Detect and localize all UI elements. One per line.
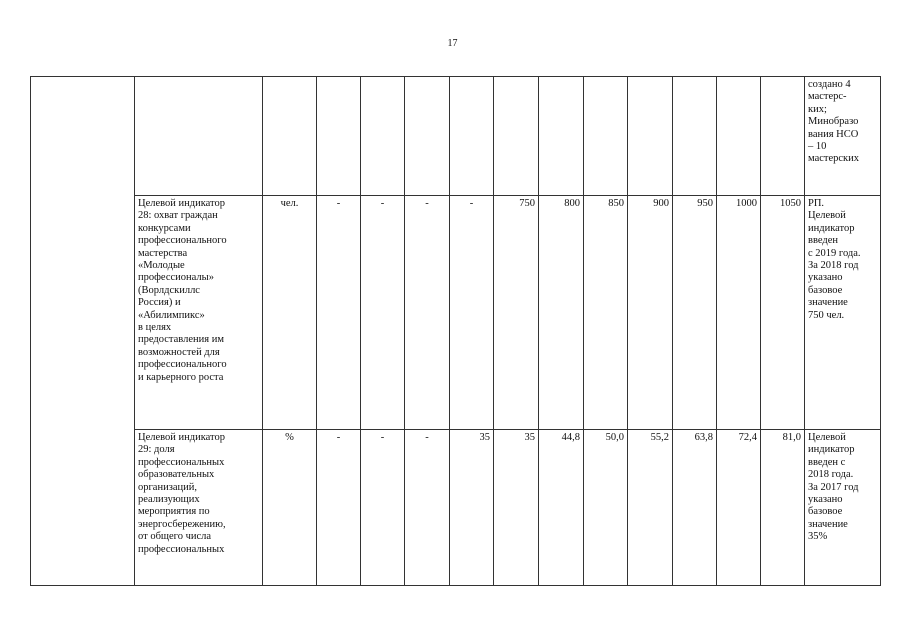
value-cell: - [405,430,450,586]
value-cell [673,77,717,196]
indicator-text-line: конкурсами [138,222,191,234]
indicator-text-line: мастерства [138,247,188,259]
value-cell: 800 [539,196,584,430]
value-cell [584,77,628,196]
note-text-line: с 2019 года. [808,247,861,259]
value-cell [405,77,450,196]
value-cell [539,77,584,196]
table-row [31,196,881,430]
value-cell: - [317,430,361,586]
value-cell: - [317,196,361,430]
value-cell [361,77,405,196]
note-text-line: индикатор [808,222,855,234]
value-cell [494,77,539,196]
value-cell: 1000 [717,196,761,430]
value-cell: 35 [494,430,539,586]
note-text-line: указано [808,272,843,284]
value-cell: 81,0 [761,430,805,586]
note-text-line: Целевой [808,210,846,222]
indicator-text-line: предоставления им [138,334,224,346]
indicator-text-line: 28: охват граждан [138,210,218,222]
value-cell: - [405,196,450,430]
value-cell: 1050 [761,196,805,430]
note-text-line: мастерс- [808,91,847,103]
note-text-line: индикатор [808,444,855,456]
value-cell [628,77,673,196]
indicator-text-line: организаций, [138,481,197,493]
note-text-line: значение [808,518,848,530]
value-cell: 750 [494,196,539,430]
unit-cell: чел. [263,196,317,430]
note-text-line: указано [808,494,843,506]
note-text-line: создано 4 [808,79,851,90]
value-cell: 950 [673,196,717,430]
note-text-line: Минобразо [808,116,859,128]
indicators-table [30,76,881,586]
indicator-text-line: возможностей для [138,346,220,358]
note-text-line: введен с [808,456,846,468]
value-cell [317,77,361,196]
value-cell [450,77,494,196]
note-text-line: мастерских [808,153,860,165]
note-text-line: введен [808,235,838,247]
indicator-text-line: (Ворлдскиллс [138,284,200,296]
value-cell: 72,4 [717,430,761,586]
value-cell: - [450,196,494,430]
page-number: 17 [447,38,458,49]
table-row [31,430,881,586]
note-text-line: базовое [808,284,843,296]
value-cell: 850 [584,196,628,430]
note-text-line: значение [808,297,848,309]
indicator-text-line: реализующих [138,494,200,506]
value-cell: 55,2 [628,430,673,586]
indicator-text-line: и карьерного роста [138,371,224,383]
indicator-text-line: «Абилимпикс» [138,309,205,321]
note-cell [805,196,881,430]
indicator-text-line: профессионального [138,235,227,247]
value-cell: 63,8 [673,430,717,586]
value-cell: 35 [450,430,494,586]
indicator-text-line: Целевой индикатор [138,198,226,209]
indicator-text-line: профессиональных [138,456,225,468]
value-cell: 50,0 [584,430,628,586]
indicator-cell [135,77,263,196]
indicator-text-line: «Молодые [138,260,185,272]
unit-cell: % [263,430,317,586]
indicator-cell [135,430,263,586]
note-text-line: – 10 [808,141,827,153]
note-text-line: РП. [808,198,825,209]
indicator-text-line: профессионалы» [138,272,214,284]
note-text-line: За 2017 год [808,481,859,493]
note-text-line: базовое [808,506,843,518]
indicator-text-line: от общего числа [138,531,212,543]
value-cell [761,77,805,196]
indicator-text-line: профессиональных [138,543,225,555]
value-cell: - [361,196,405,430]
value-cell: 900 [628,196,673,430]
indicator-text-line: в целях [138,322,172,334]
indicator-text-line: энергосбережению, [138,518,226,530]
note-text-line: ких; [808,103,827,115]
note-text-line: За 2018 год [808,260,859,272]
value-cell: 44,8 [539,430,584,586]
value-cell [717,77,761,196]
indicator-text-line: Целевой индикатор [138,432,226,443]
section-cell [31,77,135,586]
indicator-text-line: мероприятия по [138,506,210,518]
note-text-line: 750 чел. [808,309,845,321]
indicator-text-line: образовательных [138,469,215,481]
note-text-line: 2018 года. [808,469,854,481]
note-cell [805,430,881,586]
indicator-text-line: профессионального [138,359,227,371]
note-text-line: Целевой [808,432,846,443]
unit-cell [263,77,317,196]
indicator-text-line: 29: доля [138,444,175,456]
note-text-line: 35% [808,531,828,543]
note-text-line: вания НСО [808,128,859,140]
indicator-text-line: Россия) и [138,297,181,309]
note-cell [805,77,881,196]
indicator-cell [135,196,263,430]
table-row [31,77,881,196]
value-cell: - [361,430,405,586]
